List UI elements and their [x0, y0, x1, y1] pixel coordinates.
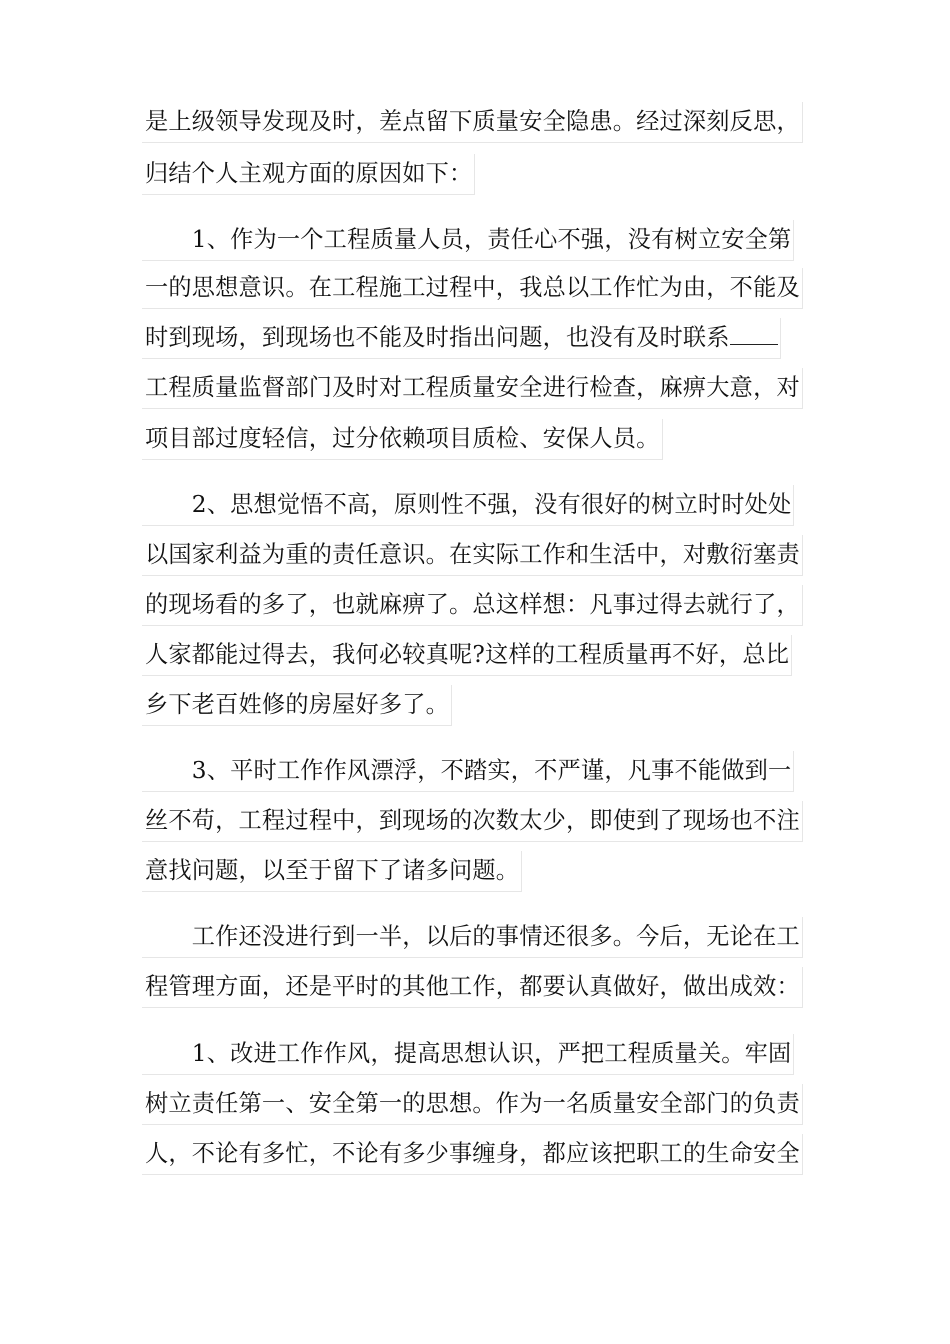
- text-line: 程管理方面，还是平时的其他工作，都要认真做好，做出成效：: [145, 969, 800, 1005]
- text-line: 意找问题，以至于留下了诸多问题。: [145, 853, 519, 889]
- text-line: 2、思想觉悟不高，原则性不强，没有很好的树立时时处处: [145, 487, 791, 523]
- text-line: 1、作为一个工程质量人员，责任心不强，没有树立安全第: [145, 222, 791, 258]
- text-line: 工程质量监督部门及时对工程质量安全进行检查，麻痹大意，对: [145, 370, 800, 406]
- blank-underline: [730, 322, 778, 345]
- text-line: 一的思想意识。在工程施工过程中，我总以工作忙为由，不能及: [145, 270, 800, 306]
- text-line: 树立责任第一、安全第一的思想。作为一名质量安全部门的负责: [145, 1086, 800, 1122]
- text-line: 以国家利益为重的责任意识。在实际工作和生活中，对敷衍塞责: [145, 537, 800, 573]
- text-line: 3、平时工作作风漂浮，不踏实，不严谨，凡事不能做到一: [145, 753, 791, 789]
- text-line: 时到现场，到现场也不能及时指出问题，也没有及时联系: [145, 320, 778, 356]
- text-line: 项目部过度轻信，过分依赖项目质检、安保人员。: [145, 421, 660, 457]
- text-line: 丝不苟，工程过程中，到现场的次数太少，即使到了现场也不注: [145, 803, 800, 839]
- text-line: 乡下老百姓修的房屋好多了。: [145, 687, 449, 723]
- text-line: 人家都能过得去，我何必较真呢?这样的工程质量再不好，总比: [145, 637, 789, 673]
- text-line: 归结个人主观方面的原因如下：: [145, 156, 472, 192]
- text-line: 是上级领导发现及时，差点留下质量安全隐患。经过深刻反思，: [145, 104, 800, 140]
- text-line: 的现场看的多了，也就麻痹了。总这样想：凡事过得去就行了，: [145, 587, 800, 623]
- text-line: 工作还没进行到一半，以后的事情还很多。今后，无论在工: [145, 919, 800, 955]
- text-line: 人，不论有多忙，不论有多少事缠身，都应该把职工的生命安全: [145, 1136, 800, 1172]
- text-line: 1、改进工作作风，提高思想认识，严把工程质量关。牢固: [145, 1036, 791, 1072]
